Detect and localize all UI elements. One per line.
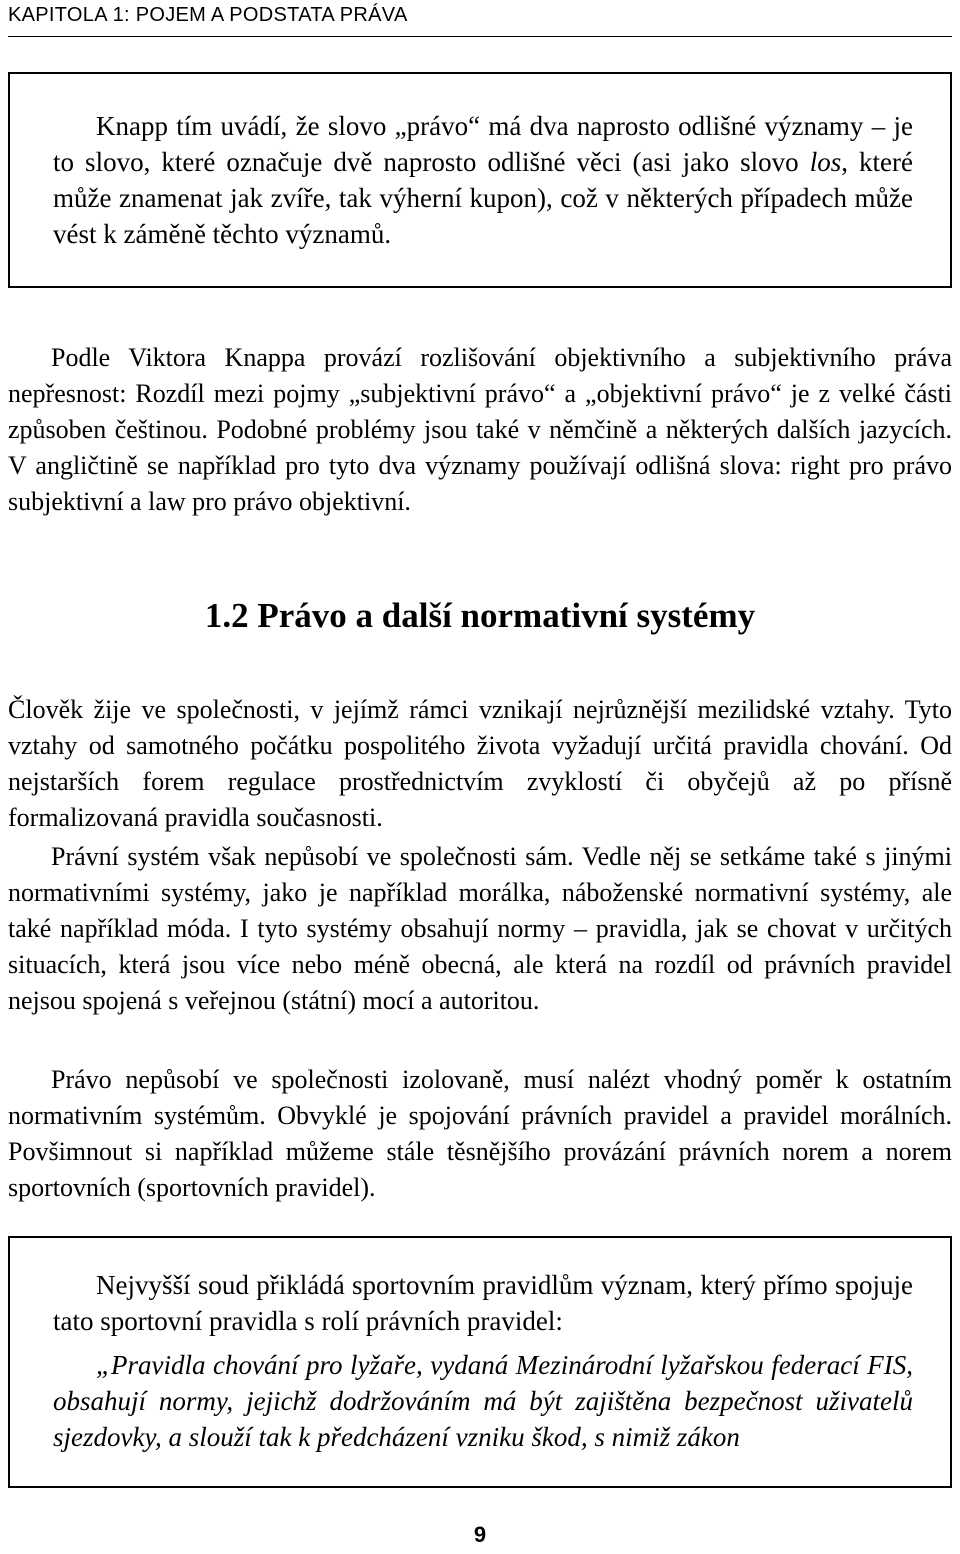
box-text-after: , které může znamenat jak zvíře, tak výherní kupon), což v některých případech může vést k záměně těchto významů. [53,147,913,249]
header-rule [8,36,952,37]
box-knapp-paragraph [53,108,913,252]
section-paragraph-1: Člověk žije ve společnosti, v jejímž rámci vznikají nejrůznější mezilidské vztahy. Tyto vztahy od samotného počátku pospolitého života vyžadují určitá pravidla chování. Od nejstarších forem regulace prostřednictvím zvyklostí či obyčejů až po přísně formalizovaná pravidla současnosti. [8,695,952,832]
box-court-quote: „Pravidla chování pro lyžaře, vydaná Mezinárodní lyžařskou federací FIS, obsahují normy, jejichž dodržováním má být zajištěna bezpečnost uživatelů sjezdovky, a slouží tak k předcházení vzniku škod, s nimiž zákon [53,1350,913,1452]
section-paragraph-2: Právní systém však nepůsobí ve společnosti sám. Vedle něj se setkáme také s jinými normativními systémy, jako je například morálka, náboženské normativní systémy, ale také například móda. I tyto systémy obsahují normy – pravidla, jak se chovat v určitých situacích, která jsou více nebo méně obecná, ale která na rozdíl od právních pravidel nejsou spojená s veřejnou (státní) mocí a autoritou. [8,842,952,1015]
section-paragraph-3: Právo nepůsobí ve společnosti izolovaně, musí nalézt vhodný poměr k ostatním normativním systémům. Obvyklé je spojování právních pravidel a pravidel morálních. Povšimnout si například můžeme stále těsnějšího provázání právních norem a norem sportovních (sportovních pravidel). [8,1065,952,1202]
box-italic-word: los [809,147,842,177]
box-text-before: Knapp tím uvádí, že slovo „právo“ má dva naprosto odlišné významy – je to slovo, které označuje dvě naprosto odlišné věci (asi jako slovo [53,111,913,177]
running-head: KAPITOLA 1: POJEM A PODSTATA PRÁVA [8,4,408,26]
page-number: 9 [473,1522,487,1547]
text-box-knapp [8,72,952,288]
section-heading: 1.2 Právo a další normativní systémy [204,596,756,635]
paragraph-intro: Podle Viktora Knappa provází rozlišování objektivního a subjektivního práva nepřesnost: Rozdíl mezi pojmy „subjektivní právo“ a „objektivní právo“ je z velké části způsoben češtinou. Podobné problémy jsou také v němčině a některých dalších jazycích. V angličtině se například pro tyto dva významy používají odlišná slova: right pro právo subjektivní a law pro právo objektivní. [8,343,952,516]
box-court-intro: Nejvyšší soud přikládá sportovním pravidlům význam, který přímo spojuje tato sportovní pravidla s rolí právních pravidel: [53,1270,913,1336]
text-box-supreme-court [8,1236,952,1488]
